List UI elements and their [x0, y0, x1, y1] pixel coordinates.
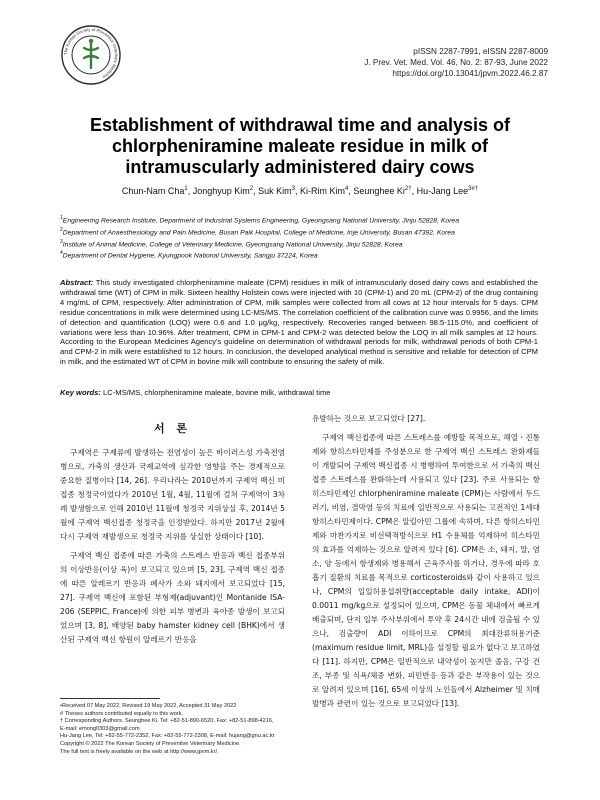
author-separator: , [253, 186, 259, 196]
issn: pISSN 2287-7991, eISSN 2287-8009 [413, 47, 548, 56]
footnote-divider [60, 698, 160, 699]
keywords-text: LC-MS/MS, chlorpheniramine maleate, bovine milk, withdrawal time [100, 388, 331, 397]
journal-seal-icon [60, 24, 122, 86]
author-name: Ki-Rim Kim [300, 186, 345, 196]
footnote-line: # Theses authors contributed equally to this work. [60, 710, 184, 717]
logo-ring-text: The Korean Society of Preventive Veterinary Medicine [62, 26, 120, 80]
footnote-line: Hu-Jang Lee, Tel: +82-55-772-2352, Fax: +82-55-772-2308, E-mail: hujang@gnu.ac.kr [60, 733, 275, 740]
footnote-line: •Received 07 May 2022, Revised 19 May 2022, Accepted 31 May 2022 [60, 703, 237, 709]
affiliation-text: Department of Dental Hygiene, Kyungpook National University, Sangju 37224, Korea [62, 252, 318, 260]
author-affil-marker: 3#† [468, 186, 479, 192]
paper-title: Establishment of withdrawal time and analysis of chlorpheniramine maleate residue in milk of intramuscularly administered dairy cows [89, 115, 511, 177]
affiliation-text: Department of Anaesthesiology and Pain Medicine, Busan Paik Hospital, College of Medicine, Inje University, Busan 47392, Korea [62, 229, 455, 237]
author-separator: , [348, 186, 354, 196]
author-name: Seunghee Ki [353, 186, 405, 196]
body-paragraph: 구제역 백신접종에 따른 스트레스를 예방할 목적으로, 해열ㆍ진통제와 항히스타민제를 주성분으로 한 구제역 백신 스트레스 완화제들이 개발되어 구제역 백신접종 시 병행하여 투여한으로 서 가축의 백신접종 스트레스를 완화하는데 사용되고 있다 [23]. 주로 사용되는 항히스타민제인 chlorpheniramine maleate (CPM)는 사람에서 두드러기, 비염, 결막염 등의 치료에 일반적으로 사용되는 고전적인 1세대 항히스타민제이다. CPM은 알킬아민 그룹에 속하며, 다른 항히스타민제와 마찬가지로 비선택적방식으로 H1 수용체를 억제하여 히스타민의 효과를 억제하는 것으로 알려져 있다 [6]. CPM은 소, 돼지, 말, 염소, 양 등에서 항생제와 병용해서 근육주사를 하거나, 경우에 따라 호흡기 질환의 치료를 목적으로 corticosteroids와 같이 사용하고 있으나, CPM의 일일허용섭취량(acceptable daily intake, ADI)이 0.0011 mg/kg으로 설정되어 있으며, CPM은 동물 체내에서 빠르게 배출되며, 단지 일부 주사부위에서 투약 후 24시간 내에 검출될 수 있으나, 검출량이 ADI 이하이므로 CPM의 최대잔류허용기준(maximum residue limit, MRL)을 설정할 필요가 없다고 보고하였다 [11]. 하지만, CPM은 일반적으로 내약성이 높지만 졸음, 구강 건조, 부종 및 식욕/체중 변화, 피민반응 등과 같은 부작용이 있는 것으로 알려져 있으며 [16], 65세 이상의 노인들에서 Alzheimer 및 치매 발병과 관련이 있는 것으로 보고되었다 [13]. [312, 433, 540, 708]
author-separator: , [411, 186, 417, 196]
author-name: Suk Kim [258, 186, 292, 196]
affiliation-list [60, 214, 540, 261]
abstract-label: Abstract: [60, 278, 94, 287]
section-title: 서 론 [153, 422, 192, 435]
affiliation-text: Engineering Research Institute, Department of Industrial Systems Engineering, Gyeongsang National University, Jinju 52828, Korea [62, 217, 459, 225]
affiliation [60, 249, 540, 261]
journal-logo [60, 24, 122, 86]
author-separator: , [187, 186, 193, 196]
affiliation [60, 226, 540, 238]
author-affil-marker: 2† [404, 186, 412, 192]
body-left-column [60, 420, 285, 652]
author-affil-marker: 3 [291, 186, 295, 192]
body-paragraph: 구제역 백신 접종에 따른 가축의 스트레스 반응과 백신 접종부위의 이상반응(이상 육)이 보고되고 있으며 [5, 23], 구제역 백신 접종에 따른 알레르기 반응과 폐사가 소와 돼지에서 보고되었다 [15, 27]. 구제역 백신에 포함된 부형제(adjuvant)인 Montanide ISA-206 (SEPPIC, France)에 의한 피부 병변과 육아종 발생이 보고되었으며 [3, 8], 배양된 baby hamster kidney cell (BHK)에서 생산된 구제역 백신 항원이 알레르기 반응을 [60, 551, 285, 644]
doi-link[interactable]: https://doi.org/10.13041/jpvm.2022.46.2.87 [392, 69, 548, 78]
footnote-line: The full text is freely available on the web at http://www.jpvm.kr/. [60, 748, 219, 755]
footnote-line: E-mail: emong0303@gmail.com [60, 725, 140, 732]
affiliation-marker: 2 [60, 226, 63, 233]
affiliation-marker: 4 [60, 250, 63, 257]
affiliation-marker: 3 [60, 238, 63, 245]
body-paragraph: 유발하는 것으로 보고되었다 [27]. [312, 414, 426, 423]
footnote-line: † Corresponding Authors. Seunghee Ki, Tel: +82-51-890-6520, Fax: +82-51-898-4216, [60, 718, 274, 725]
author-name: Chun-Nam Cha [121, 186, 185, 196]
author-affil-marker: 2 [249, 186, 254, 192]
body-right-column [312, 412, 540, 716]
affiliation-marker: 1 [60, 215, 63, 221]
author-separator: , [294, 186, 300, 196]
journal-meta [288, 46, 548, 79]
affiliation-text: Institute of Animal Medicine, College of Veterinary Medicine, Gyeongsang National University, Jinju 52828, Korea [62, 240, 403, 248]
abstract [60, 278, 538, 367]
footnote-line: Copyright © 2022 The Korean Society of Preventive Veterinary Medicine. [60, 740, 241, 747]
abstract-text: This study investigated chlorpheniramine maleate (CPM) residues in milk of intramuscularly dosed dairy cows and established the withdrawal time (WT) of CPM in milk. Sixteen healthy Holstein cows were injected with 10 (CPM-1) and 20 mL (CPM-2) of the drug containing 4 mg/mL of CPM, respectively. After administration of CPM, milk samples were collected from all cows at 12 hour intervals for 5 days. CPM residue concentrations in milk were determined using LC-MS/MS. The correlation coefficient of the calibration curve was 0.9956, and the limits of detection and quantification (LOQ) were 0.6 and 1.0 μg/kg, respectively. Recoveries ranged between 98.5-115.0%, and coefficient of variations were less than 10.96%. After treatment, CPM in CPM-1 and CPM-2 was detected below the LOQ in all milk samples at 12 hours. According to the European Medicines Agency's guideline on determination of withdrawal periods for milk, withdrawal periods of both CPM-1 and CPM-2 in milk were established to 12 hours. In conclusion, the developed analytical method is sensitive and reliable for detection of CPM in milk, and the estimated WT of CPM in bovine milk will contribute to ensuring the safety of milk. [60, 278, 538, 367]
author-affil-marker: 1 [184, 186, 188, 192]
affiliation [60, 214, 540, 226]
author-name: Jonghyup Kim [192, 186, 250, 196]
author-list [60, 183, 540, 197]
author-name: Hu-Jang Lee [416, 186, 469, 196]
footnotes [60, 703, 290, 756]
affiliation [60, 238, 540, 250]
keywords [60, 388, 538, 398]
body-paragraph: 구제역은 구제류에 발생하는 전염성이 높은 바이러스성 가축전염병으로, 가축의 생산과 국제교역에 심각한 영향을 주는 경제적으로 중요한 질병이다 [14, 26]. 우리나라는 2010년까지 구제역 백신 미접종 청정국이었다가 2010년 1월, 4월, 11월에 걸쳐 구제역이 3차례 발생함으로 인해 2010년 11월에 청정국 지위상실 후, 2014년 5월에 구제역 백신접종 청정국을 인정받았다. 하지만 2017년 2월에 다시 구제역 재발생으로 청정국 지위를 상실한 상태이다 [10]. [60, 448, 285, 541]
author-affil-marker: 4 [345, 186, 349, 192]
keywords-label: Key words: [60, 388, 101, 397]
citation: J. Prev. Vet. Med. Vol. 46, No. 2: 87-93, June 2022 [364, 58, 548, 67]
